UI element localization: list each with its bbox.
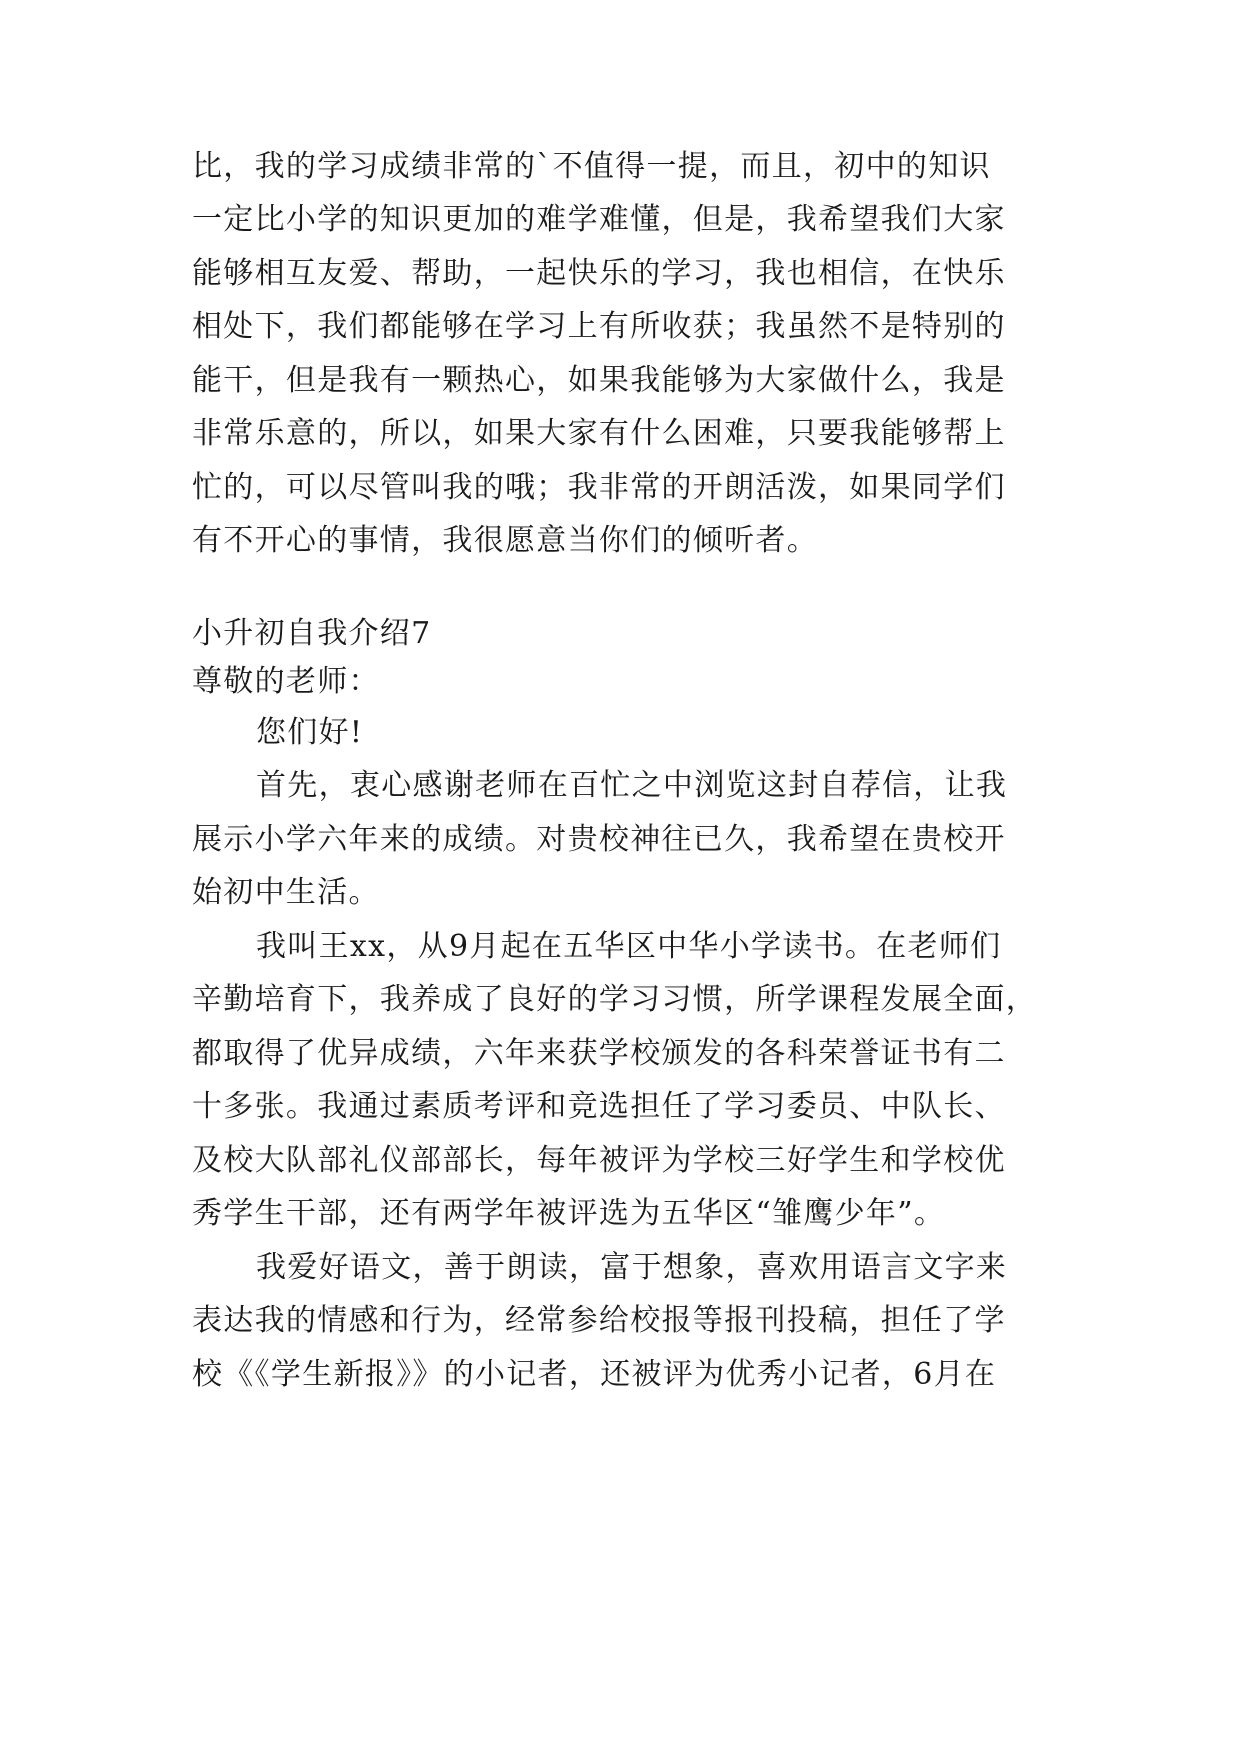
- text-line: 非常乐意的，所以，如果大家有什么困难，只要我能够帮上: [192, 416, 1006, 451]
- text-line: 始初中生活。: [192, 875, 380, 910]
- text-line: 相处下，我们都能够在学习上有所收获；我虽然不是特别的: [192, 309, 1006, 344]
- text-line: 十多张。我通过素质考评和竞选担任了学习委员、中队长、: [192, 1089, 1006, 1124]
- greeting: 您们好!: [256, 715, 364, 750]
- text-line: 及校大队部礼仪部部长，每年被评为学校三好学生和学校优: [192, 1143, 1006, 1178]
- text-line: 能够相互友爱、帮助，一起快乐的学习，我也相信，在快乐: [192, 256, 1006, 291]
- text-line: 我叫王xx，从9月起在五华区中华小学读书。在老师们: [256, 929, 1002, 964]
- text-line: 忙的，可以尽管叫我的哦；我非常的开朗活泼，如果同学们: [192, 470, 1006, 505]
- text-line: 辛勤培育下，我养成了良好的学习习惯，所学课程发展全面，: [192, 982, 1038, 1017]
- text-line: 比，我的学习成绩非常的`不值得一提，而且，初中的知识: [192, 149, 991, 184]
- text-line: 秀学生干部，还有两学年被评选为五华区“雏鹰少年”。: [192, 1196, 946, 1231]
- text-line: 都取得了优异成绩，六年来获学校颁发的各科荣誉证书有二: [192, 1036, 1006, 1071]
- salutation: 尊敬的老师：: [192, 664, 380, 699]
- text-line: 展示小学六年来的成绩。对贵校神往已久，我希望在贵校开: [192, 822, 1006, 857]
- section-title: 小升初自我介绍7: [192, 616, 432, 651]
- text-line: 一定比小学的知识更加的难学难懂，但是，我希望我们大家: [192, 202, 1006, 237]
- text-line: 校《《学生新报》》的小记者，还被评为优秀小记者，6月在: [192, 1357, 997, 1392]
- text-line: 表达我的情感和行为，经常参给校报等报刊投稿，担任了学: [192, 1303, 1006, 1338]
- text-line: 我爱好语文，善于朗读，富于想象，喜欢用语言文字来: [256, 1250, 1008, 1285]
- text-line: 有不开心的事情，我很愿意当你们的倾听者。: [192, 523, 818, 558]
- text-line: 能干，但是我有一颗热心，如果我能够为大家做什么，我是: [192, 363, 1006, 398]
- text-line: 首先，衷心感谢老师在百忙之中浏览这封自荐信，让我: [256, 768, 1008, 803]
